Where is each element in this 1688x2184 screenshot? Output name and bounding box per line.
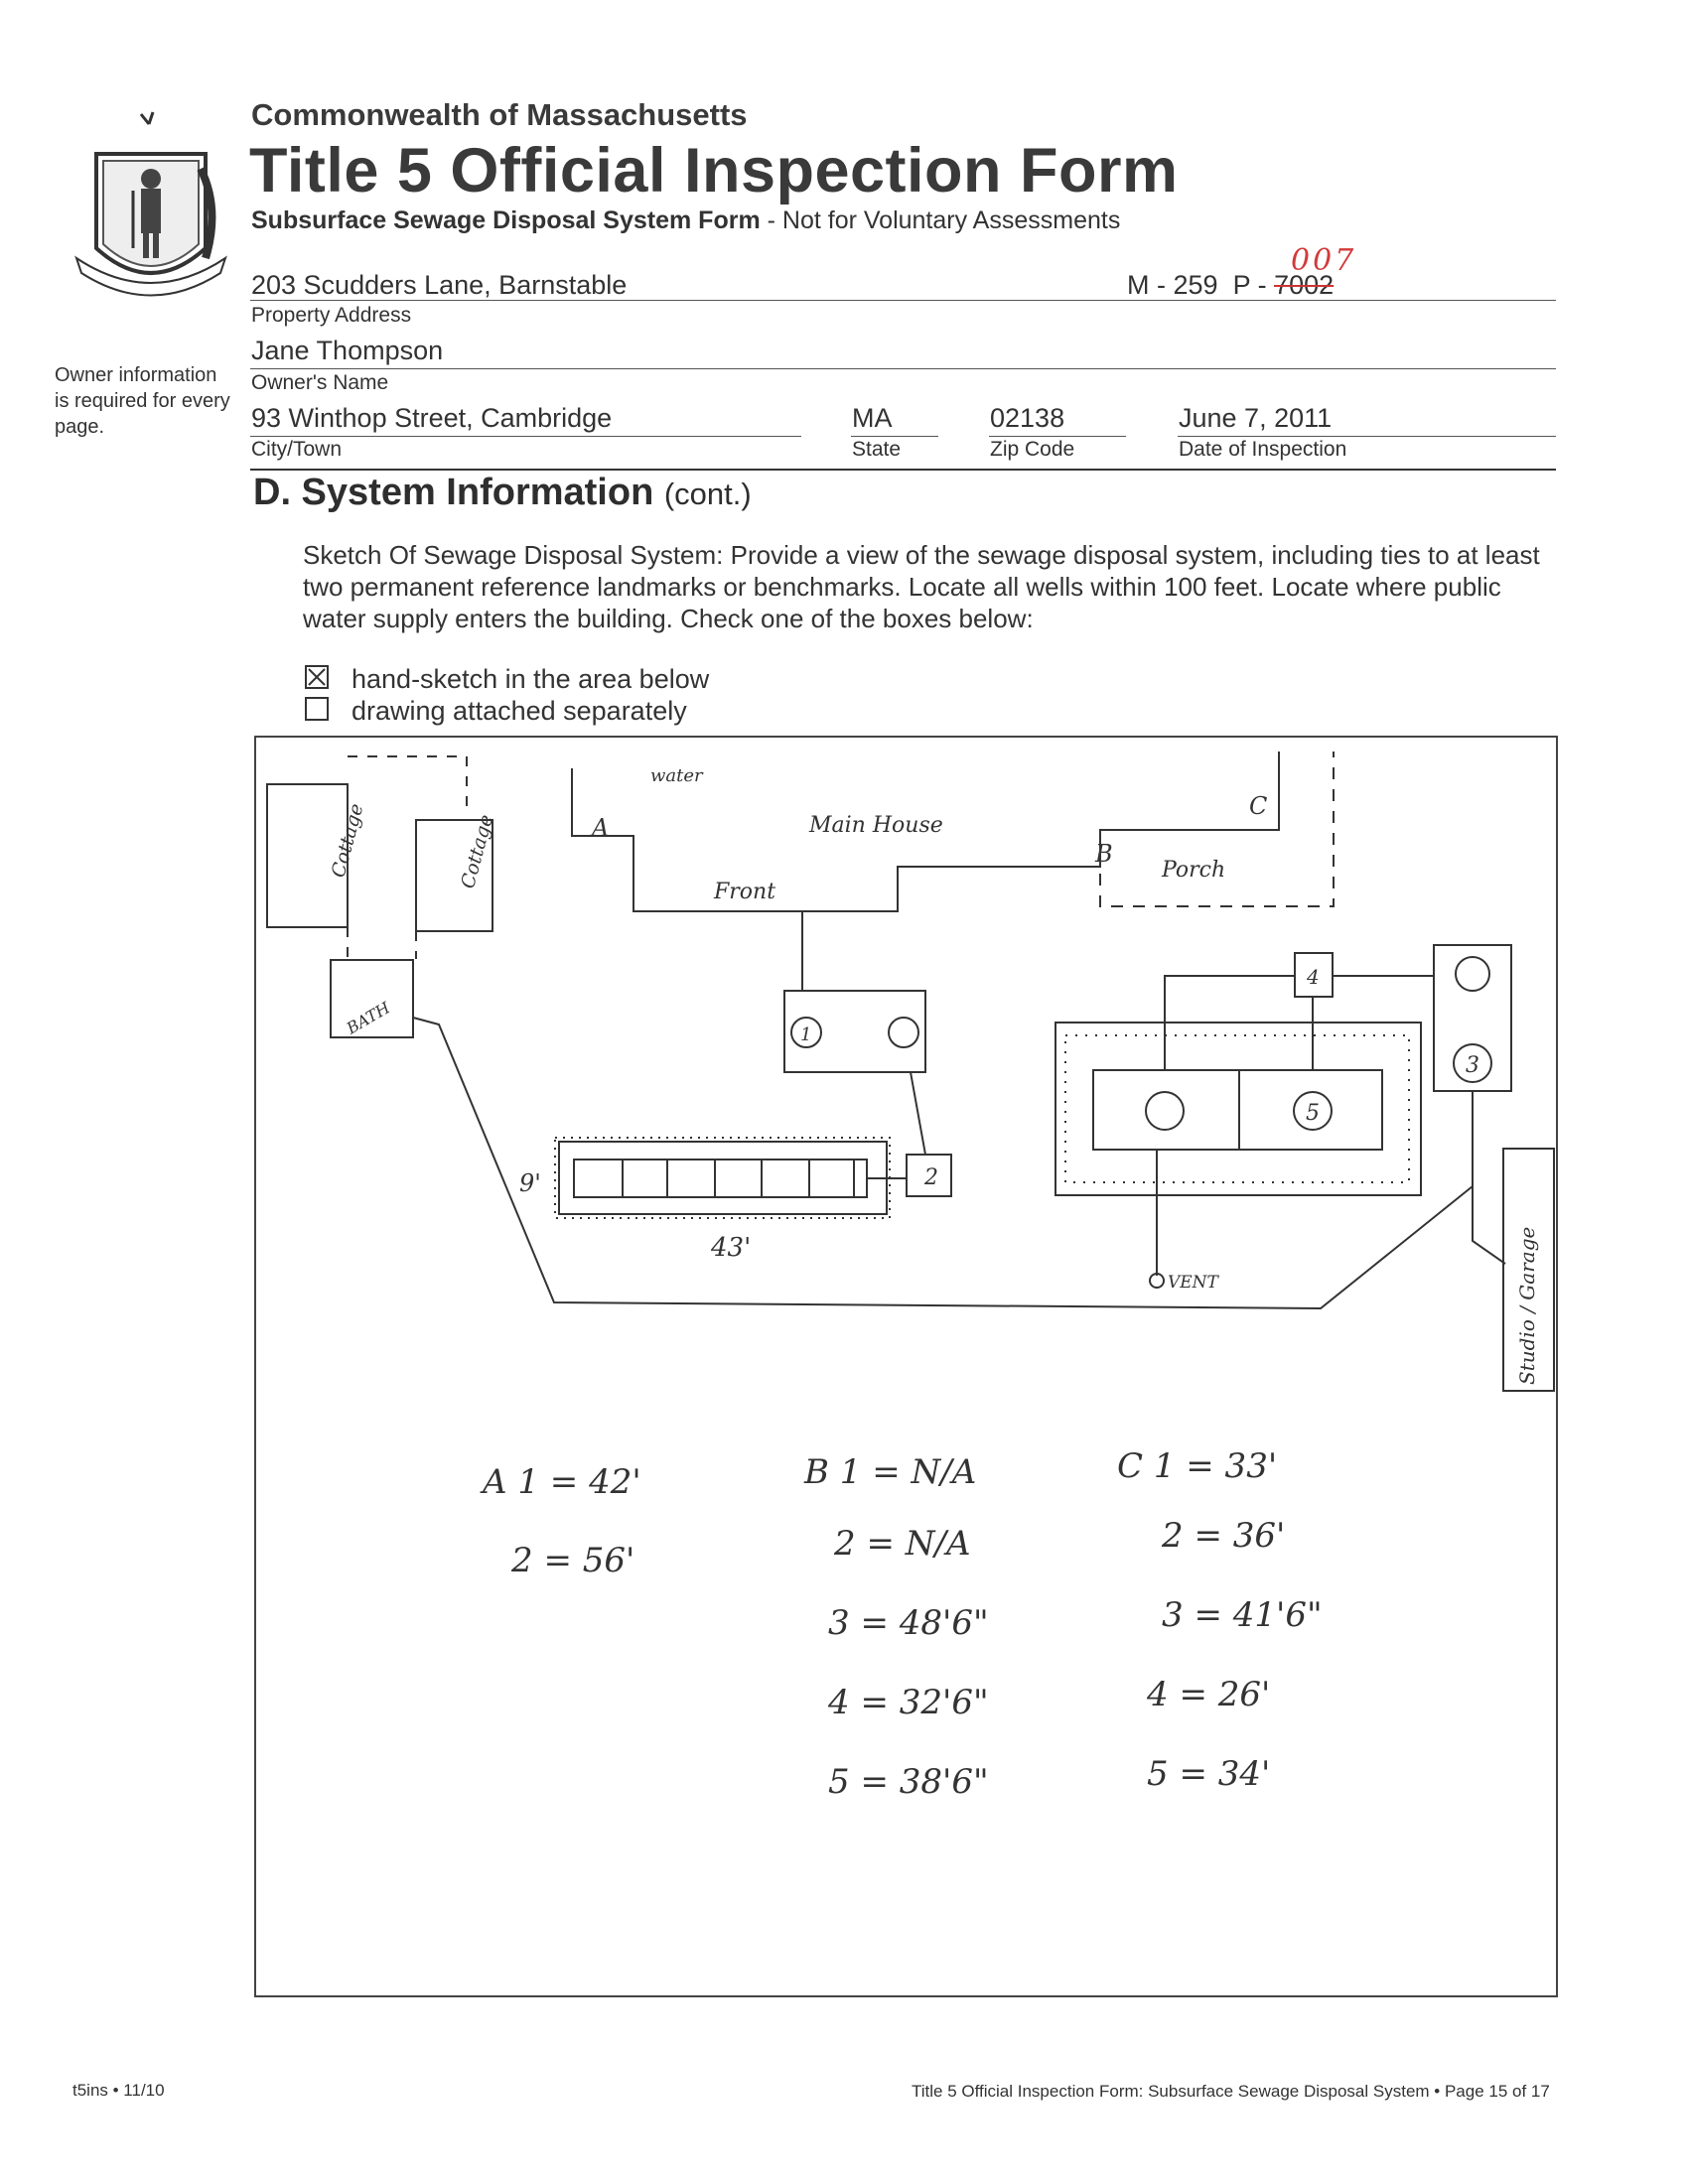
leach-trench [574, 1160, 867, 1197]
property-address-label: Property Address [251, 304, 412, 327]
section-title-cont: (cont.) [663, 477, 752, 511]
owner-info-note: Owner information is required for every page. [55, 364, 230, 438]
owner-name-label: Owner's Name [251, 371, 389, 394]
handwritten-page-number: 007 [1291, 243, 1357, 278]
tie-b5: 5 = 38'6" [828, 1762, 989, 1802]
tie-b3: 3 = 48'6" [828, 1603, 989, 1643]
label-c: C [1249, 792, 1268, 820]
tank-left-compartment [1093, 1070, 1239, 1150]
property-address-value: 203 Scudders Lane, Barnstable [251, 270, 628, 300]
city-value: 93 Winthop Street, Cambridge [251, 403, 613, 433]
label-4: 4 [1307, 965, 1320, 989]
tie-a2: 2 = 56' [511, 1541, 635, 1580]
label-water: water [650, 765, 703, 786]
label-2: 2 [924, 1165, 938, 1190]
label-cottage-left: Cottage [327, 801, 368, 881]
section-title-text: D. System Information [253, 472, 654, 513]
zip-value: 02138 [990, 403, 1065, 433]
inspection-date-value: June 7, 2011 [1179, 403, 1333, 433]
subtitle-bold: Subsurface Sewage Disposal System Form [251, 206, 761, 234]
tie-c4: 4 = 26' [1147, 1675, 1271, 1714]
page-footer: Title 5 Official Inspection Form: Subsurface Sewage Disposal System • Page 15 of 17 [912, 2082, 1550, 2101]
label-nine-ft: 9' [519, 1169, 541, 1197]
label-vent: VENT [1168, 1273, 1218, 1293]
form-title: Title 5 Official Inspection Form [249, 136, 1179, 205]
tie-c5: 5 = 34' [1147, 1754, 1271, 1794]
parcel-struck: 7002 [1274, 270, 1335, 300]
state-label: State [852, 438, 902, 461]
subtitle-rest: - Not for Voluntary Assessments [760, 206, 1121, 234]
label-cottage-right: Cottage [457, 812, 498, 891]
owner-name-value: Jane Thompson [251, 336, 444, 365]
label-main-house: Main House [809, 813, 943, 838]
label-forty-three: 43' [711, 1233, 752, 1263]
label-studio-garage: Studio / Garage [1515, 1226, 1539, 1385]
leach-field-outline [555, 1138, 890, 1218]
label-1: 1 [800, 1024, 812, 1045]
tie-a1: A 1 = 42' [483, 1462, 641, 1502]
label-5: 5 [1306, 1101, 1320, 1126]
tie-c1: C 1 = 33' [1117, 1446, 1278, 1486]
hand-sketch-label: hand-sketch in the area below [352, 664, 710, 694]
zip-label: Zip Code [990, 438, 1075, 461]
dashed-outline [348, 756, 467, 814]
tie-b4: 4 = 32'6" [828, 1683, 989, 1722]
tie-b2: 2 = N/A [834, 1524, 971, 1564]
state-value: MA [852, 403, 893, 433]
drawing-attached-label: drawing attached separately [352, 696, 687, 726]
parcel-prefix: P - [1232, 270, 1275, 300]
tie-c2: 2 = 36' [1162, 1516, 1286, 1556]
label-3: 3 [1466, 1053, 1479, 1078]
label-a: A [592, 814, 610, 842]
header-state: Commonwealth of Massachusetts [251, 97, 748, 132]
tie-c3: 3 = 41'6" [1162, 1595, 1323, 1635]
sketch-instructions: Sketch Of Sewage Disposal System: Provide a view of the sewage disposal system, including ties to at least two permanent reference landmarks or benchmarks. Locate all wells within 100 feet. Locate where public water supply enters the building. Check one of the boxes below: [303, 540, 1540, 633]
label-front: Front [714, 880, 776, 904]
inspection-date-label: Date of Inspection [1179, 438, 1347, 461]
label-porch: Porch [1162, 858, 1226, 883]
form-code: t5ins • 11/10 [72, 2081, 165, 2100]
map-ref: M - 259 [1127, 270, 1218, 300]
label-bath: BATH [343, 998, 394, 1038]
label-b: B [1095, 840, 1113, 868]
city-label: City/Town [251, 438, 343, 461]
tie-b1: B 1 = N/A [804, 1452, 977, 1492]
